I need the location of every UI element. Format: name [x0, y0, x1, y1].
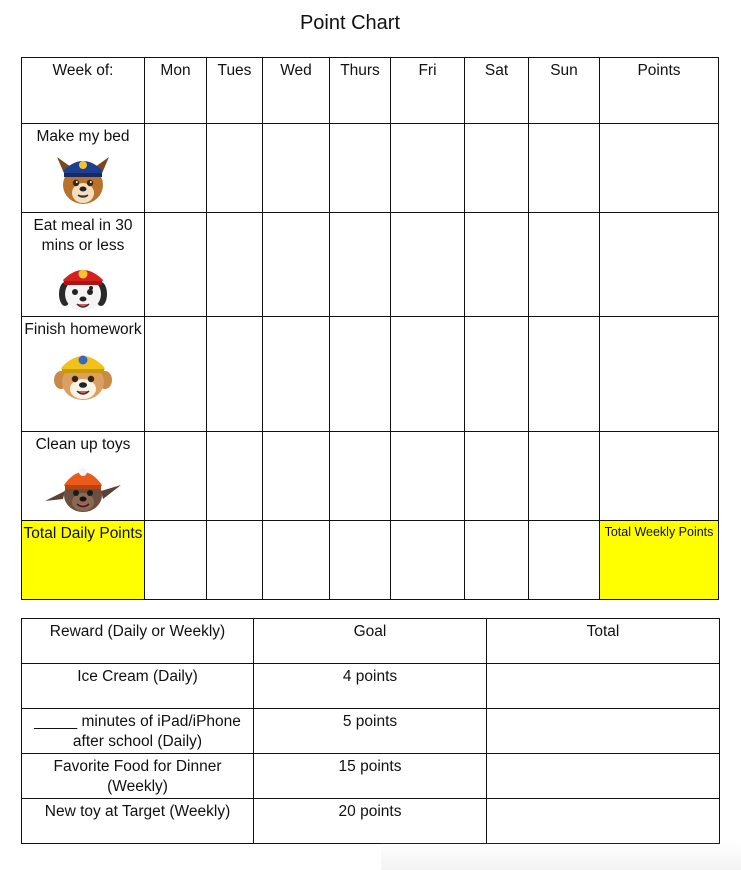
reward-total-cell[interactable]	[487, 709, 720, 754]
day-cell[interactable]	[529, 124, 600, 213]
day-cell[interactable]	[145, 213, 207, 317]
header-goal: Goal	[254, 619, 487, 664]
construction-pup-icon	[52, 342, 114, 404]
reward-goal: 4 points	[254, 664, 487, 709]
chore-cell	[22, 213, 145, 317]
header-sat: Sat	[465, 58, 529, 124]
fire-pup-icon	[55, 258, 111, 314]
reward-label: Favorite Food for Dinner (Weekly)	[22, 754, 254, 799]
chore-row	[22, 213, 719, 317]
police-pup-icon	[55, 149, 111, 207]
daily-total-cell[interactable]	[465, 521, 529, 600]
reward-label: _____ minutes of iPad/iPhone after school (Daily)	[22, 709, 254, 754]
day-cell[interactable]	[330, 213, 391, 317]
rewards-header-row	[22, 619, 720, 664]
chore-cell	[22, 317, 145, 432]
reward-total-cell[interactable]	[487, 664, 720, 709]
chore-label: Eat meal in 30 mins or less	[33, 217, 133, 254]
points-cell[interactable]	[600, 124, 719, 213]
reward-row	[22, 799, 720, 844]
daily-total-cell[interactable]	[529, 521, 600, 600]
day-cell[interactable]	[391, 213, 465, 317]
header-thurs: Thurs	[330, 58, 391, 124]
header-wed: Wed	[263, 58, 330, 124]
day-cell[interactable]	[263, 124, 330, 213]
header-points: Points	[600, 58, 719, 124]
reward-goal: 15 points	[254, 754, 487, 799]
points-cell[interactable]	[600, 317, 719, 432]
day-cell[interactable]	[145, 124, 207, 213]
points-cell[interactable]	[600, 432, 719, 521]
total-weekly-points-label: Total Weekly Points	[600, 521, 719, 600]
reward-label: Ice Cream (Daily)	[22, 664, 254, 709]
rewards-table	[21, 618, 720, 844]
reward-row	[22, 664, 720, 709]
chore-label: Clean up toys	[35, 436, 131, 453]
points-cell[interactable]	[600, 213, 719, 317]
header-mon: Mon	[145, 58, 207, 124]
reward-total-cell[interactable]	[487, 799, 720, 844]
day-cell[interactable]	[207, 432, 263, 521]
reward-row	[22, 709, 720, 754]
chore-row	[22, 124, 719, 213]
day-cell[interactable]	[465, 317, 529, 432]
daily-total-cell[interactable]	[330, 521, 391, 600]
point-chart-table	[21, 57, 719, 600]
header-total: Total	[487, 619, 720, 664]
header-tues: Tues	[207, 58, 263, 124]
day-cell[interactable]	[263, 317, 330, 432]
chore-row	[22, 317, 719, 432]
chore-label: Finish homework	[24, 321, 142, 338]
day-cell[interactable]	[465, 124, 529, 213]
page-title: Point Chart	[299, 12, 401, 34]
day-cell[interactable]	[207, 317, 263, 432]
total-daily-points-label: Total Daily Points	[22, 521, 145, 600]
reward-goal: 5 points	[254, 709, 487, 754]
day-cell[interactable]	[391, 317, 465, 432]
day-cell[interactable]	[145, 317, 207, 432]
daily-total-cell[interactable]	[263, 521, 330, 600]
totals-row	[22, 521, 719, 600]
page-shadow	[381, 840, 741, 870]
day-cell[interactable]	[330, 317, 391, 432]
day-cell[interactable]	[330, 432, 391, 521]
day-cell[interactable]	[263, 213, 330, 317]
header-fri: Fri	[391, 58, 465, 124]
day-cell[interactable]	[391, 432, 465, 521]
header-reward: Reward (Daily or Weekly)	[22, 619, 254, 664]
day-cell[interactable]	[207, 124, 263, 213]
day-cell[interactable]	[529, 213, 600, 317]
day-cell[interactable]	[263, 432, 330, 521]
daily-total-cell[interactable]	[207, 521, 263, 600]
daily-total-cell[interactable]	[145, 521, 207, 600]
chart-header-row	[22, 58, 719, 124]
day-cell[interactable]	[330, 124, 391, 213]
reward-row	[22, 754, 720, 799]
racing-pup-icon	[43, 457, 123, 515]
day-cell[interactable]	[529, 432, 600, 521]
chore-cell	[22, 432, 145, 521]
reward-label: New toy at Target (Weekly)	[22, 799, 254, 844]
chore-row	[22, 432, 719, 521]
reward-total-cell[interactable]	[487, 754, 720, 799]
day-cell[interactable]	[207, 213, 263, 317]
day-cell[interactable]	[465, 432, 529, 521]
header-week-of: Week of:	[22, 58, 145, 124]
chore-cell	[22, 124, 145, 213]
chore-label: Make my bed	[36, 128, 130, 145]
daily-total-cell[interactable]	[391, 521, 465, 600]
header-sun: Sun	[529, 58, 600, 124]
reward-goal: 20 points	[254, 799, 487, 844]
day-cell[interactable]	[529, 317, 600, 432]
day-cell[interactable]	[465, 213, 529, 317]
day-cell[interactable]	[145, 432, 207, 521]
day-cell[interactable]	[391, 124, 465, 213]
